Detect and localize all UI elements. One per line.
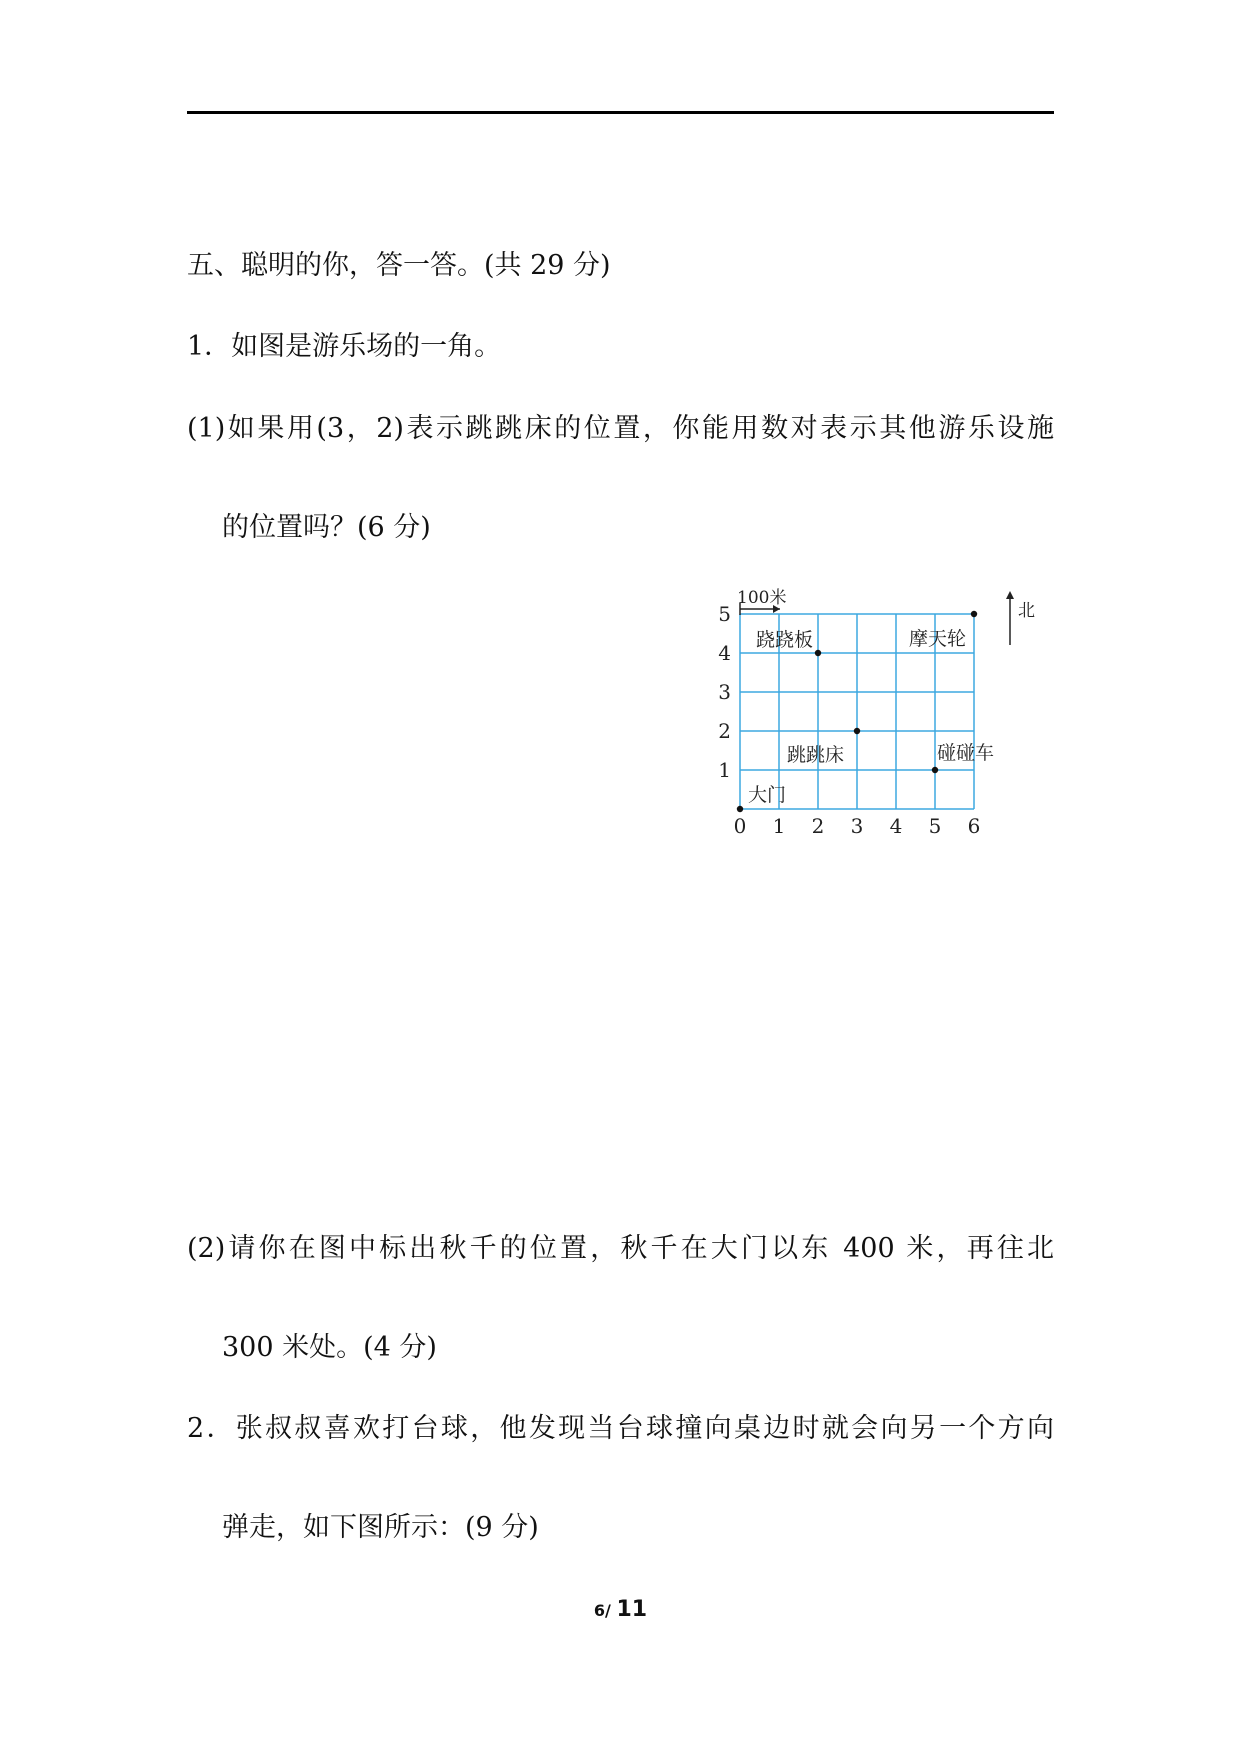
place-label: 摩天轮 xyxy=(909,628,967,650)
x-tick-label: 0 xyxy=(733,814,747,838)
amusement-park-grid-map xyxy=(700,585,1035,845)
question-1-stem: 1．如图是游乐场的一角。 xyxy=(187,331,502,362)
y-tick-label: 4 xyxy=(718,641,731,665)
north-label: 北 xyxy=(1018,601,1035,621)
total-pages: 11 xyxy=(616,1597,648,1622)
x-tick-label: 6 xyxy=(967,814,981,838)
north-arrow xyxy=(1006,591,1035,645)
place-label: 跷跷板 xyxy=(756,629,814,651)
map-places xyxy=(737,611,994,812)
place-point xyxy=(971,611,977,617)
place-label: 大门 xyxy=(748,784,787,806)
question-1-part-1-line-2: 的位置吗？(6 分) xyxy=(222,512,431,543)
header-rule xyxy=(187,111,1054,114)
place-label: 跳跳床 xyxy=(787,744,845,766)
x-tick-label: 1 xyxy=(772,814,786,838)
place-label: 碰碰车 xyxy=(937,742,995,764)
y-tick-label: 2 xyxy=(718,719,731,743)
place-point xyxy=(737,806,743,812)
question-1-part-2-line-2: 300 米处。(4 分) xyxy=(222,1332,437,1363)
y-tick-label: 1 xyxy=(718,758,731,782)
question-2-line-2: 弹走，如下图所示：(9 分) xyxy=(222,1512,539,1543)
y-tick-label: 5 xyxy=(718,602,731,626)
place-point xyxy=(815,650,821,656)
x-tick-label: 3 xyxy=(850,814,864,838)
scale-label: 100米 xyxy=(737,588,787,608)
question-1-part-1-line-1: (1)如果用(3，2)表示跳跳床的位置，你能用数对表示其他游乐设施 xyxy=(187,413,1054,444)
y-tick-label: 3 xyxy=(718,680,731,704)
x-tick-label: 4 xyxy=(889,814,903,838)
page-number xyxy=(0,1597,1241,1622)
current-page: 6/ xyxy=(593,1601,611,1620)
scale-bar xyxy=(737,588,786,615)
place-point xyxy=(854,728,860,734)
place-point xyxy=(932,767,938,773)
question-1-part-2-line-1: (2)请你在图中标出秋千的位置，秋千在大门以东 400 米，再往北 xyxy=(187,1233,1054,1264)
question-2-line-1: 2．张叔叔喜欢打台球，他发现当台球撞向桌边时就会向另一个方向 xyxy=(187,1413,1054,1444)
x-tick-label: 5 xyxy=(928,814,942,838)
section-title: 五、聪明的你，答一答。(共 29 分) xyxy=(187,250,611,281)
x-tick-label: 2 xyxy=(811,814,825,838)
